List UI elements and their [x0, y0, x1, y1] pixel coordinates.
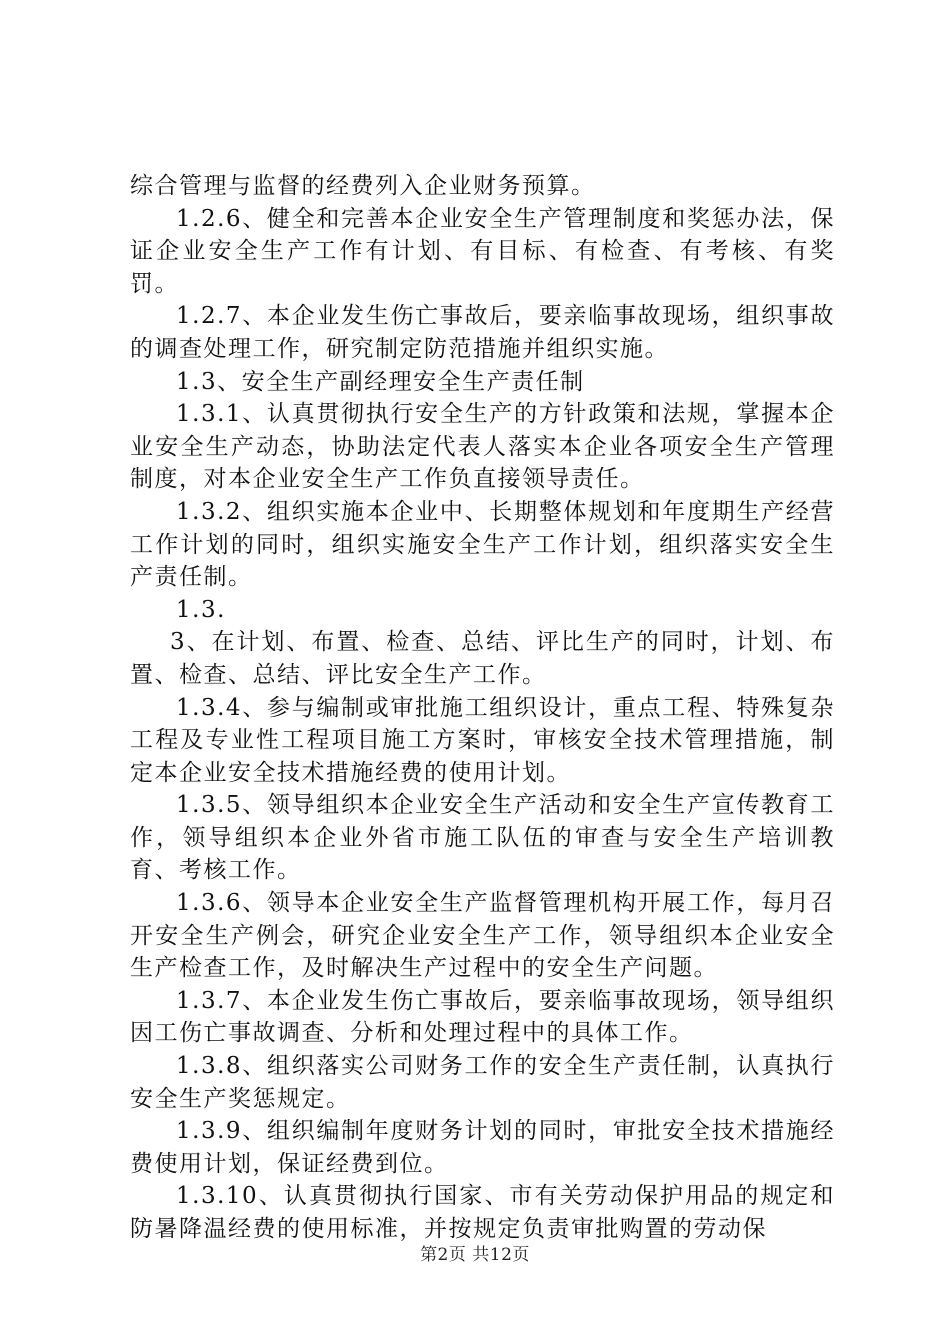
document-body	[130, 170, 835, 1246]
paragraph-1-3-1: 1.3.1、认真贯彻执行安全生产的方针政策和法规，掌握本企业安全生产动态，协助法定代表人落实本企业各项安全生产管理制度，对本企业安全生产工作负直接领导责任。	[130, 401, 835, 493]
section-heading-1-3: 1.3、安全生产副经理安全生产责任制	[176, 368, 585, 395]
paragraph-1-2-7: 1.2.7、本企业发生伤亡事故后，要亲临事故现场，组织事故的调查处理工作，研究制定防范措施并组织实施。	[130, 303, 835, 362]
paragraph-1-3-7: 1.3.7、本企业发生伤亡事故后，要亲临事故现场，领导组织因工伤亡事故调查、分析和处理过程中的具体工作。	[130, 987, 835, 1047]
paragraph-1-3-10: 1.3.10、认真贯彻执行国家、市有关劳动保护用品的规定和防暑降温经费的使用标准，并按规定负责审批购置的劳动保	[130, 1183, 835, 1242]
paragraph-1-3-6: 1.3.6、领导本企业安全生产监督管理机构开展工作，每月召开安全生产例会，研究企业安全生产工作，领导组织本企业安全生产检查工作，及时解决生产过程中的安全生产问题。	[130, 890, 835, 982]
paragraph-1-3-fragment: 1.3.	[176, 596, 226, 623]
paragraph-continuation: 综合管理与监督的经费列入企业财务预算。	[130, 173, 596, 199]
paragraph-1-3-5: 1.3.5、领导组织本企业安全生产活动和安全生产宣传教育工作，领导组织本企业外省市施工队伍的审查与安全生产培训教育、考核工作。	[130, 792, 835, 884]
paragraph-1-3-8: 1.3.8、组织落实公司财务工作的安全生产责任制，认真执行安全生产奖惩规定。	[130, 1053, 835, 1112]
paragraph-1-3-3: 3、在计划、布置、检查、总结、评比生产的同时，计划、布置、检查、总结、评比安全生产工作。	[130, 629, 835, 688]
paragraph-1-3-2: 1.3.2、组织实施本企业中、长期整体规划和年度期生产经营工作计划的同时，组织实施安全生产工作计划，组织落实安全生产责任制。	[130, 498, 835, 591]
paragraph-1-3-4: 1.3.4、参与编制或审批施工组织设计，重点工程、特殊复杂工程及专业性工程项目施工方案时，审核安全技术管理措施，制定本企业安全技术措施经费的使用计划。	[130, 694, 835, 786]
paragraph-1-2-6: 1.2.6、健全和完善本企业安全生产管理制度和奖惩办法，保证企业安全生产工作有计划、有目标、有检查、有考核、有奖罚。	[130, 205, 835, 297]
paragraph-1-3-9: 1.3.9、组织编制年度财务计划的同时，审批安全技术措施经费使用计划，保证经费到位。	[130, 1118, 835, 1177]
page-number-footer: 第2页 共12页	[420, 1245, 530, 1265]
